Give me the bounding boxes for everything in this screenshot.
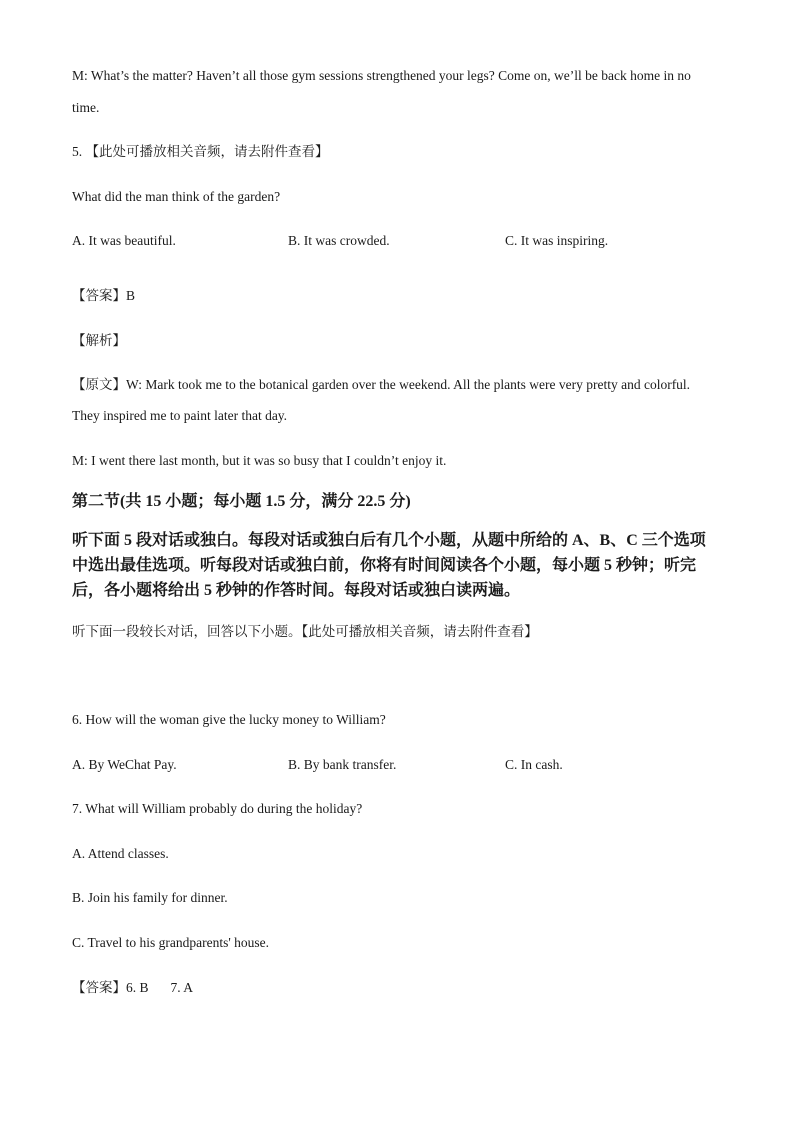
section-instructions: 后，各小题将给出 5 秒钟的作答时间。每段对话或独白读两遍。: [72, 582, 521, 599]
section-title: 第二节(共 15 小题；每小题 1.5 分，满分 22.5 分): [72, 493, 411, 510]
transcript-line: They inspired me to paint later that day.: [72, 408, 288, 423]
section-instructions: 中选出最佳选项。听每段对话或独白前，你将有时间阅读各个小题，每小题 5 秒钟；听完: [72, 557, 697, 574]
question-5-analysis-label: 【解析】: [72, 333, 126, 348]
question-5-answer: [72, 287, 135, 305]
transcript-line: M: I went there last month, but it was so busy that I couldn’t enjoy it.: [72, 453, 447, 468]
answers-6-7: [72, 979, 193, 997]
question-7-option-c: C. Travel to his grandparents' house.: [72, 935, 270, 950]
answer-label: 【答案】: [72, 288, 126, 303]
section-instructions: 听下面 5 段对话或独白。每段对话或独白后有几个小题，从题中所给的 A、B、C 三个选项: [72, 532, 706, 549]
transcript-line: 【原文】W: Mark took me to the botanical garden over the weekend. All the plants were very pretty and colorful.: [72, 377, 691, 392]
audio-note: 听下面一段较长对话，回答以下小题。【此处可播放相关音频，请去附件查看】: [72, 624, 538, 639]
question-7-text: 7. What will William probably do during the holiday?: [72, 801, 363, 816]
answer-value: B: [126, 288, 136, 303]
question-6-option-c: C. In cash.: [505, 757, 563, 772]
question-5-header: 5. 【此处可播放相关音频，请去附件查看】: [72, 144, 329, 159]
question-7-option-a: A. Attend classes.: [72, 846, 169, 861]
question-5-text: What did the man think of the garden?: [72, 189, 281, 204]
answer-label: 【答案】: [72, 980, 126, 995]
answer-7: 7. A: [170, 980, 194, 995]
question-5-option-b: B. It was crowded.: [288, 233, 390, 248]
question-5-option-c: C. It was inspiring.: [505, 233, 609, 248]
question-6-text: 6. How will the woman give the lucky money to William?: [72, 712, 386, 727]
question-6-option-a: A. By WeChat Pay.: [72, 757, 177, 772]
dialogue-line: time.: [72, 100, 100, 115]
answer-6: 6. B: [126, 980, 149, 995]
question-5-option-a: A. It was beautiful.: [72, 233, 176, 248]
question-7-option-b: B. Join his family for dinner.: [72, 890, 228, 905]
question-6-option-b: B. By bank transfer.: [288, 757, 397, 772]
dialogue-line: M: What’s the matter? Haven’t all those gym sessions strengthened your legs? Come on, we’ll be back home in no: [72, 68, 691, 83]
